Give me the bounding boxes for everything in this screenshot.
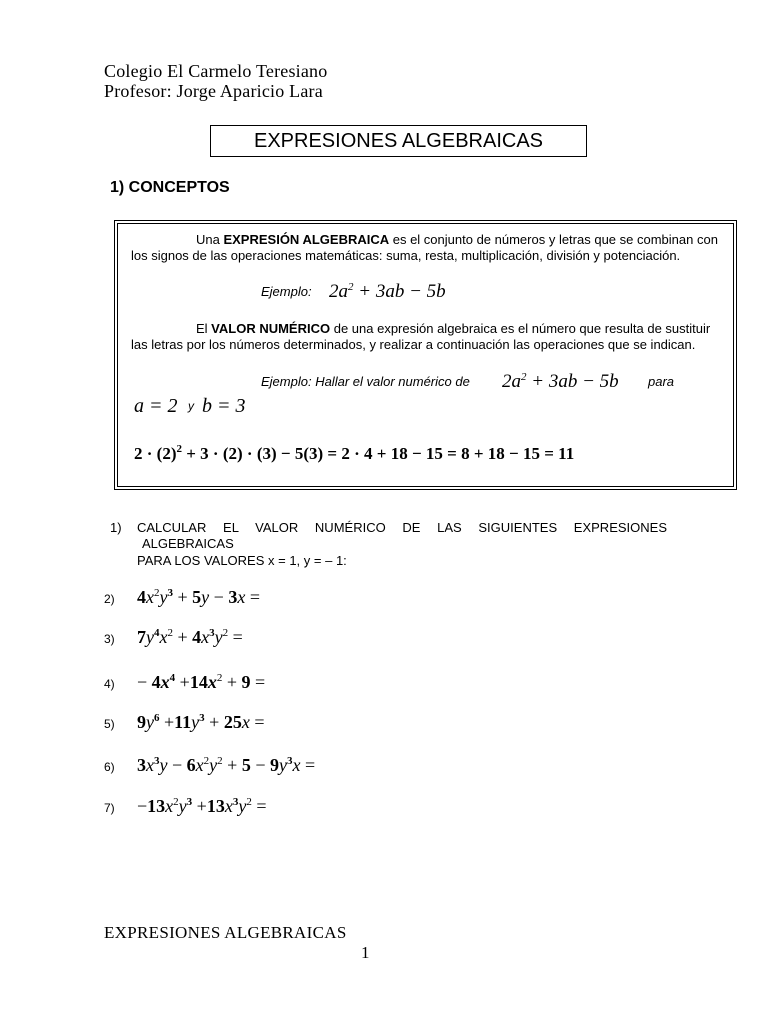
exercise-expression: $3x^3y - 6x^2y^2 + 5 - 9y^3x$ = [137, 755, 316, 775]
exercise-intro-line1: CALCULAR EL VALOR NUMÉRICO DE LAS SIGUIENTES EXPRESIONES [137, 520, 667, 535]
value-b: b = 3 [202, 395, 246, 417]
definition-expression [131, 232, 721, 264]
example2-para: para [648, 374, 675, 389]
calculation-line: $2 \cdot (2)^2 + 3 \cdot (2) \cdot (3) - 5(3) = 2 \cdot 4 + 18 - 15 = 8 + 18 - 15 = 11$ [134, 443, 575, 463]
definition-term: EXPRESIÓN ALGEBRAICA [223, 232, 390, 247]
exercise-intro-line3: PARA LOS VALORES x = 1, y = – 1: [137, 553, 347, 568]
section-heading: 1) CONCEPTOS [110, 179, 230, 196]
exercise-number: 4) [104, 677, 115, 691]
exercise-expression: $7y^4x^2 + 4x^3y^2$ = [137, 627, 243, 647]
exercise-intro-line2: ALGEBRAICAS [142, 536, 234, 551]
numeric-term: VALOR NUMÉRICO [211, 321, 331, 336]
exercise-number: 7) [104, 801, 115, 815]
definition-text-pre: Una [196, 232, 224, 247]
exercise-number: 3) [104, 632, 115, 646]
example2-label: Ejemplo: Hallar el valor numérico de [261, 374, 470, 389]
document-title: EXPRESIONES ALGEBRAICAS [210, 125, 587, 157]
exercise-expression: $4x^2y^3 + 5y - 3x$ = [137, 587, 260, 607]
example2-expression: $2a^2 + 3ab - 5b$ [502, 371, 619, 392]
footer-title: EXPRESIONES ALGEBRAICAS [104, 923, 347, 942]
page-number: 1 [361, 943, 370, 962]
values-conjunction: y [188, 399, 194, 413]
exercise-expression: $9y^6 +11y^3 + 25x$ = [137, 712, 265, 732]
exercise-number: 6) [104, 760, 115, 774]
example-expression: $2a^2 + 3ab - 5b$ [329, 281, 446, 302]
exercise-number: 2) [104, 592, 115, 606]
exercise-expression: $-13x^2y^3 +13x^3y^2$ = [137, 796, 267, 816]
numeric-text-pre: El [196, 321, 212, 336]
exercise-expression: − $4x^4 +14x^2 + 9$ = [137, 672, 266, 692]
example-label: Ejemplo: [261, 284, 312, 299]
value-a: a = 2 [134, 395, 178, 417]
definition-numeric-value [131, 321, 721, 353]
exercise-intro-number: 1) [110, 520, 122, 535]
teacher-name: Profesor: Jorge Aparicio Lara [104, 81, 323, 101]
exercise-number: 5) [104, 717, 115, 731]
numeric-text-post: de una expresión algebraica es el número que resulta de sustituir las letras por los números determinados, y realizar a continuación las operaciones que se indican. [131, 321, 711, 352]
school-name: Colegio El Carmelo Teresiano [104, 61, 328, 81]
definition-text-post: es el conjunto de números y letras que se combinan con los signos de las operaciones matemáticas: suma, resta, multiplicación, división y potenciación. [131, 232, 718, 263]
